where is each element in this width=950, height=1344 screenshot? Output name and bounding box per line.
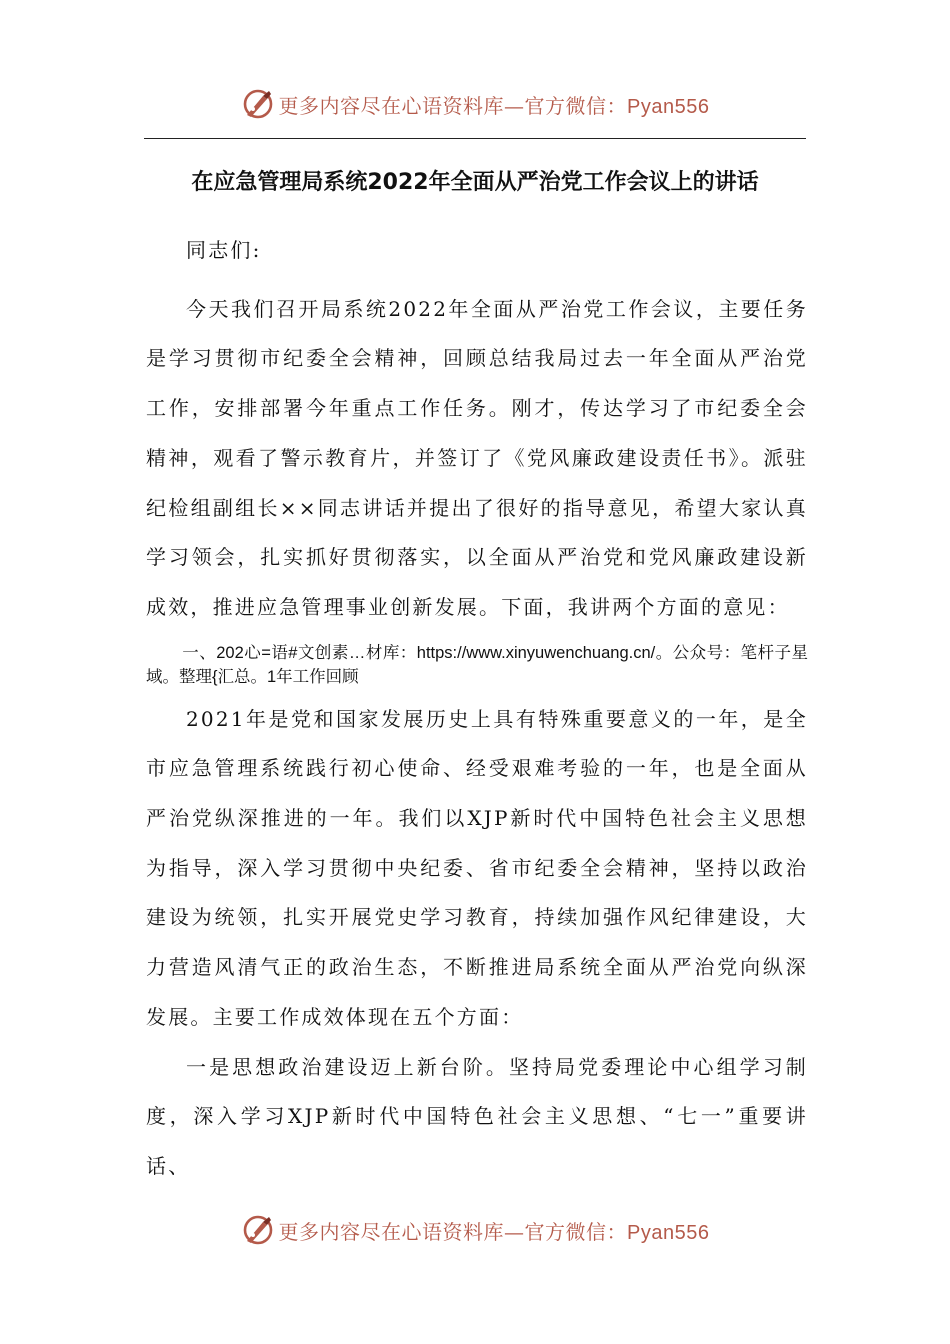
header-banner [0, 84, 950, 124]
salutation: 同志们: [186, 238, 262, 262]
pen-circle-logo-icon [241, 87, 275, 121]
section-heading-1: 一、202心=语#文创素…材库：https://www.xinyuwenchuang.cn/。公众号：笔杆子星域。整理{汇总。1年工作回顾 [146, 643, 808, 686]
paragraph-point-1: 一是思想政治建设迈上新台阶。坚持局党委理论中心组学习制度，深入学习XJP新时代中国特色社会主义思想、“七一”重要讲话、 [146, 1054, 808, 1178]
banner-text: 更多内容尽在心语资料库—官方微信：Pyan556 [278, 93, 710, 118]
document-body [146, 226, 808, 1192]
wechat-account: Pyan556 [627, 95, 710, 118]
footer-banner [0, 1210, 950, 1250]
pen-circle-logo-icon [241, 1213, 275, 1247]
header-divider [144, 138, 806, 139]
paragraph-intro: 今天我们召开局系统2022年全面从严治党工作会议，主要任务是学习贯彻市纪委全会精神，回顾总结我局过去一年全面从严治党工作，安排部署今年重点工作任务。刚才，传达学习了市纪委全会精神，观看了警示教育片，并签订了《党风廉政建设责任书》。派驻纪检组副组长××同志讲话并提出了很好的指导意见，希望大家认真学习领会，扎实抓好贯彻落实，以全面从严治党和党风廉政建设新成效，推进应急管理事业创新发展。下面，我讲两个方面的意见： [146, 296, 808, 619]
document-title: 在应急管理局系统2022年全面从严治党工作会议上的讲话 [191, 170, 759, 195]
banner-text: 更多内容尽在心语资料库—官方微信：Pyan556 [278, 1219, 710, 1244]
wechat-account: Pyan556 [627, 1221, 710, 1244]
paragraph-2021-review: 2021年是党和国家发展历史上具有特殊重要意义的一年，是全市应急管理系统践行初心使命、经受艰难考验的一年，也是全面从严治党纵深推进的一年。我们以XJP新时代中国特色社会主义思想为指导，深入学习贯彻中央纪委、省市纪委全会精神，坚持以政治建设为统领，扎实开展党史学习教育，持续加强作风纪律建设，大力营造风清气正的政治生态，不断推进局系统全面从严治党向纵深发展。主要工作成效体现在五个方面： [146, 706, 808, 1029]
